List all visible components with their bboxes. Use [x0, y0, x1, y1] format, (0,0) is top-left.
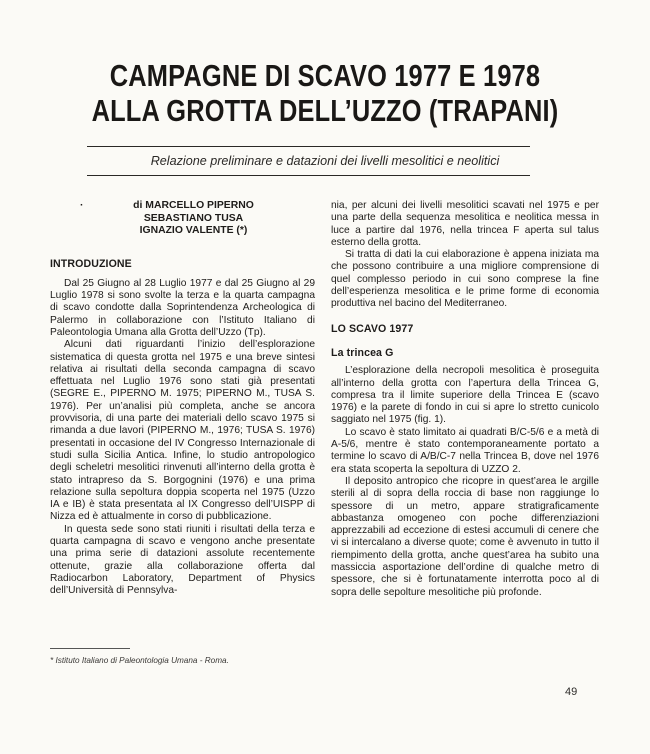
- paragraph: nia, per alcuni dei livelli mesolitici scavati nel 1975 e per una parte della sequenza mesolitica e neolitica messa in luce a partire dal 1976, nella trincea F aperta sul talus esterno della grotta.: [331, 200, 599, 248]
- paragraph: Si tratta di dati la cui elaborazione è appena iniziata ma che possono contribuire a una migliore comprensione di quel complesso periodo in cui sono comprese la fine dell’esperienza mesolitica e le prime forme di economia produttiva nel bacino del Mediterraneo.: [331, 249, 599, 310]
- paragraph: Alcuni dati riguardanti l’inizio dell’esplorazione sistematica di questa grotta nel 1975 e una breve sintesi relativa ai risultati della seconda campagna di scavo effettuata nel Luglio 1976 sono stati già presentati (SEGRE E., PIPERNO M. 1975; PIPERNO M., TUSA S. 1976). Per un’analisi più completa, anche se ancora provvisoria, di una parte dei materiali dello scavo 1975 si rimanda a due lavori (PIPERNO M., 1976; TUSA S. 1976) presentati in occasione del IV Congresso Internazionale di studi sulla Sicilia Antica. Infine, lo studio antropologico degli scheletri mesolitici rinvenuti all’interno della grotta è stato intrapreso da S. Borgognini (1976) e una prima relazione sulla sepoltura doppia scoperta nel 1975 (Uzzo IA e IB) è stata presentata al IX Congresso dell’UISPP di Nizza ed è attualmente in corso di pubblicazione.: [50, 339, 315, 523]
- bullet-mark: ·: [80, 200, 84, 211]
- subsection-heading-trincea-g: La trincea G: [331, 346, 394, 359]
- author-line-1: di MARCELLO PIPERNO: [133, 200, 254, 211]
- author-block: [50, 200, 315, 238]
- right-column: [331, 200, 599, 599]
- footnote-rule: [50, 648, 130, 649]
- page-number: 49: [565, 686, 578, 698]
- paragraph: L’esplorazione della necropoli mesolitica è proseguita all’interno della grotta con l’apertura della Trincea G, compresa tra il limite superiore della Trincea E (scavo 1976) e la parete di fondo in cui si apre lo stretto cunicolo saggiato nel 1975 (fig. 1).: [331, 365, 599, 426]
- paragraph: Lo scavo è stato limitato ai quadrati B/C-5/6 e a metà di A-5/6, mentre è stato contemporaneamente portato a termine lo scavo di A/B/C-7 nella Trincea B, dove nel 1976 era stata scoperta la sepoltura di UZZO 2.: [331, 426, 599, 475]
- section-heading-lo-scavo-1977: LO SCAVO 1977: [331, 322, 414, 335]
- subtitle-top-rule: [87, 146, 530, 147]
- title-line-2: ALLA GROTTA DELL’UZZO (TRAPANI): [91, 93, 559, 128]
- article-title: [59, 58, 592, 128]
- author-line-2: SEBASTIANO TUSA: [143, 212, 244, 224]
- left-column: [50, 200, 315, 598]
- paragraph: In questa sede sono stati riuniti i risultati della terza e quarta campagna di scavo e vengono anche presentate una prima serie di datazioni assolute recentemente ottenute, grazie alla collaborazione offerta dal Radiocarbon Laboratory, Department of Physics dell’Università di Pennsylva-: [50, 523, 315, 597]
- subtitle-bottom-rule: [87, 175, 530, 176]
- author-line-3: IGNAZIO VALENTE (*): [139, 225, 248, 236]
- section-heading-introduzione: INTRODUZIONE: [50, 257, 132, 270]
- paragraph: Il deposito antropico che ricopre in quest’area le argille sterili al di sopra della roccia di base non raggiunge lo spessore di un metro, appare stratigraficamente abbastanza omogeneo con poche differenziazioni apprezzabili ad eccezione di estesi accumuli di cenere che vi si intercalano a diverse quote; come è avvenuto in tutto il riempimento della grotta, anche quest’area ha subito una massiccia asportazione dell’ordine di qualche metro di spessore, che si è fortunatamente interrotta poco al di sopra delle sepolture mesolitiche più profonde.: [331, 475, 599, 598]
- paragraph: Dal 25 Giugno al 28 Luglio 1977 e dal 25 Giugno al 29 Luglio 1978 si sono svolte la terza e la quarta campagna di scavo condotte dalla Soprintendenza Archeologica di Palermo in collaborazione con l’Istituto Italiano di Paleontologia Umana alla Grotta dell’Uzzo (Tp).: [50, 277, 315, 338]
- article-subtitle: Relazione preliminare e datazioni dei livelli mesolitici e neolitici: [150, 154, 500, 168]
- title-line-1: CAMPAGNE DI SCAVO 1977 E 1978: [109, 58, 541, 93]
- footnote: * Istituto Italiano di Paleontologia Umana - Roma.: [50, 656, 229, 665]
